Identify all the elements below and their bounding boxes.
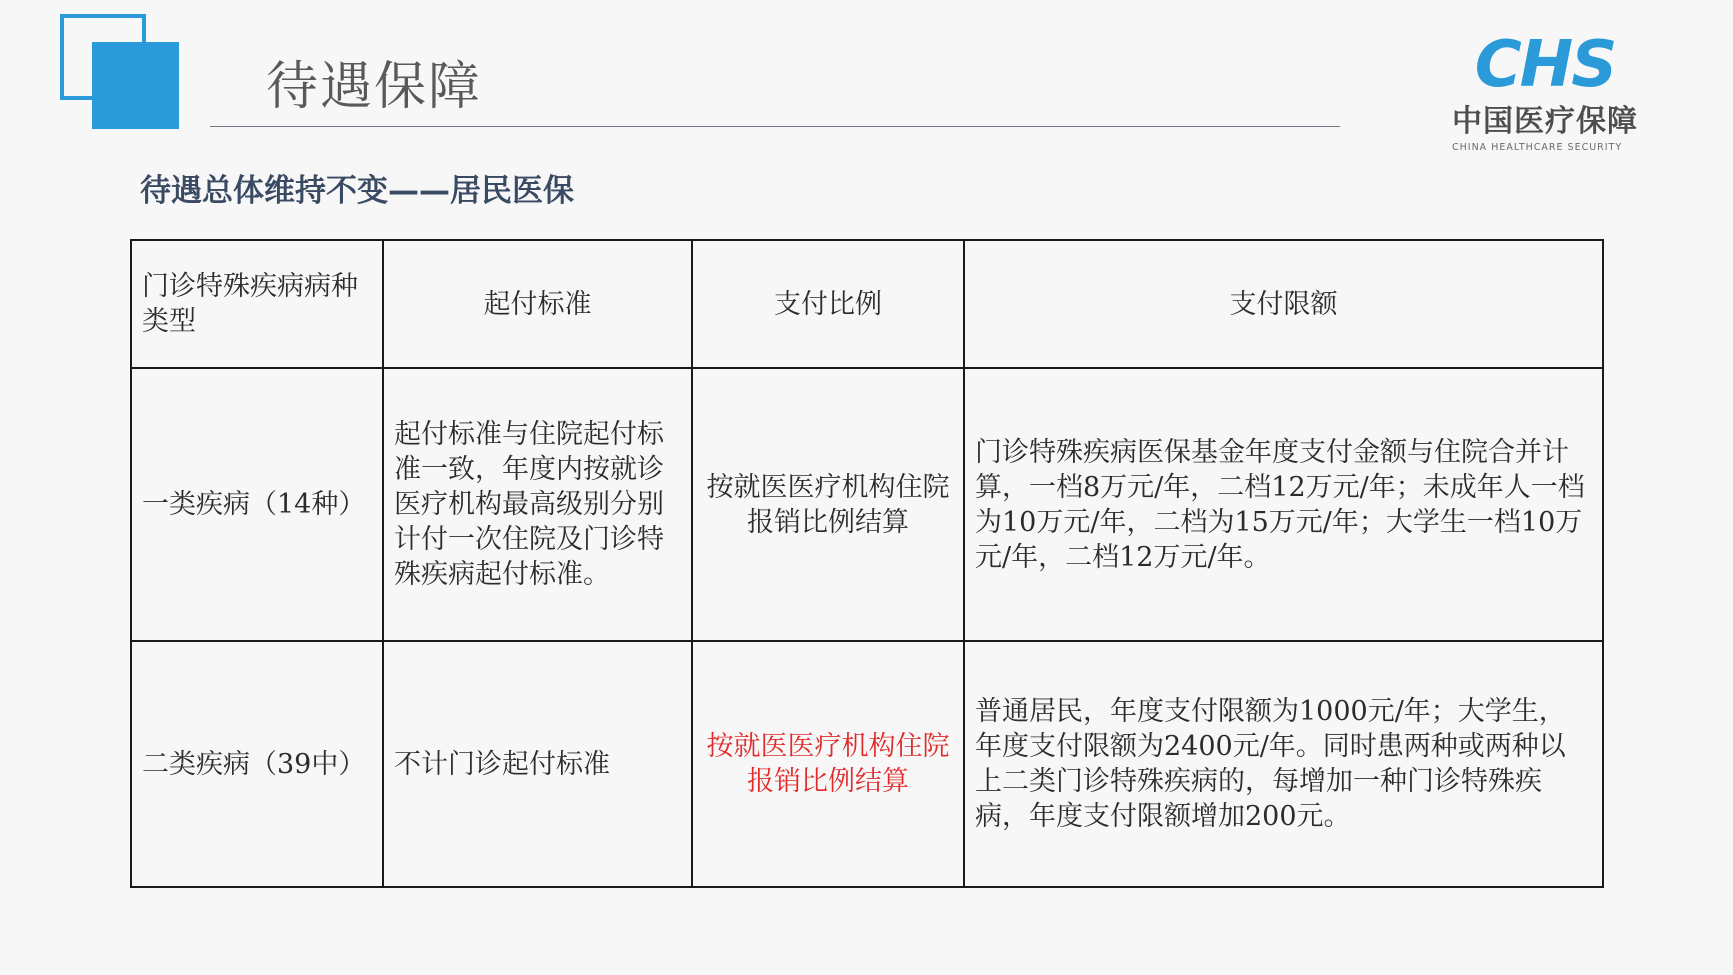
header-deductible: 起付标准 [383,240,692,368]
logo-name-en: CHINA HEALTHCARE SECURITY [1452,142,1623,153]
title-divider [210,126,1340,127]
cell-payment-ratio: 按就医医疗机构住院报销比例结算 [692,368,964,641]
cell-payment-limit: 门诊特殊疾病医保基金年度支付金额与住院合并计算，一档8万元/年，二档12万元/年；未成年人一档为10万元/年，二档为15万元/年；大学生一档10万元/年，二档12万元/年。 [964,368,1603,641]
cell-deductible: 不计门诊起付标准 [383,641,692,887]
header-payment-limit: 支付限额 [964,240,1603,368]
section-subtitle: 待遇总体维持不变——居民医保 [140,173,574,209]
cell-payment-ratio-highlighted: 按就医医疗机构住院报销比例结算 [692,641,964,887]
header-disease-type: 门诊特殊疾病病种类型 [131,240,383,368]
table-header-row [131,240,1603,368]
chs-logo [1452,34,1638,153]
decor-square-fill [92,42,179,129]
header-payment-ratio: 支付比例 [692,240,964,368]
cell-disease-type: 一类疾病（14种） [131,368,383,641]
table-row [131,368,1603,641]
svg-text:CHS: CHS [1474,34,1616,92]
chs-logo-mark [1452,34,1638,92]
cell-disease-type: 二类疾病（39中） [131,641,383,887]
benefits-table [130,239,1604,888]
page-title: 待遇保障 [266,57,483,117]
table-row [131,641,1603,887]
cell-payment-limit: 普通居民，年度支付限额为1000元/年；大学生，年度支付限额为2400元/年。同时患两种或两种以上二类门诊特殊疾病的，每增加一种门诊特殊疾病，年度支付限额增加200元。 [964,641,1603,887]
cell-deductible: 起付标准与住院起付标准一致，年度内按就诊医疗机构最高级别分别计付一次住院及门诊特殊疾病起付标准。 [383,368,692,641]
logo-name-cn: 中国医疗保障 [1452,104,1638,139]
